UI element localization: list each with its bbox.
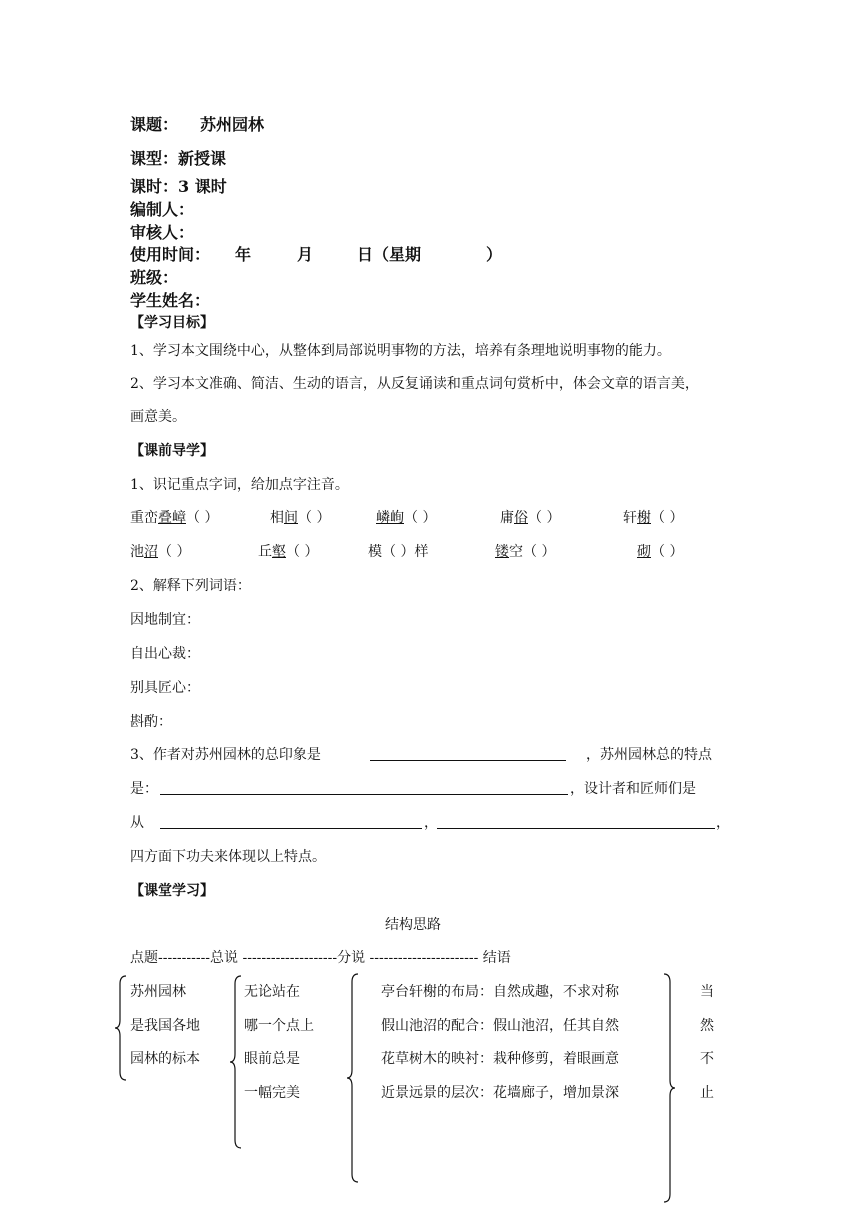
pinyin-item: 池沼（ ）: [130, 544, 191, 560]
pinyin-item: 砌（ ）: [637, 544, 684, 560]
vocab-item: 自出心裁：: [130, 646, 200, 662]
structure-col1-line: 园林的标本: [130, 1051, 200, 1067]
structure-col3-line: 花草树木的映衬：栽种修剪，着眼画意: [381, 1051, 619, 1067]
lesson-label: 课题：: [130, 115, 179, 134]
structure-col1-line: 是我国各地: [130, 1018, 200, 1034]
answer-blank[interactable]: [160, 794, 568, 795]
pinyin-item: 重峦叠嶂（ ）: [130, 510, 219, 526]
structure-col2-line: 眼前总是: [244, 1051, 300, 1067]
answer-blank[interactable]: [370, 760, 566, 761]
month-label: 月: [297, 245, 314, 264]
vocab-item: 斟酌：: [130, 714, 172, 730]
pinyin-item: 丘壑（ ）: [258, 544, 319, 560]
question-3-part: ，苏州园林总的特点: [586, 747, 712, 763]
preview-heading: 【课前导学】: [130, 443, 214, 459]
left-brace-icon: [229, 974, 243, 1150]
structure-col4-char: 不: [700, 1051, 714, 1067]
question-3-part: 从: [130, 815, 144, 831]
left-brace-icon: [114, 974, 128, 1082]
pinyin-item: 轩榭（ ）: [623, 510, 684, 526]
right-brace-icon: [662, 972, 676, 1204]
structure-col1-line: 苏州园林: [130, 984, 186, 1000]
structure-col4-char: 止: [700, 1085, 714, 1101]
structure-title: 结构思路: [385, 917, 441, 933]
pinyin-item: 模（ ）样: [368, 544, 429, 560]
pinyin-item: 相间（ ）: [270, 510, 331, 526]
structure-col3-line: 亭台轩榭的布局：自然成趣，不求对称: [381, 984, 619, 1000]
structure-col4-char: 然: [700, 1018, 714, 1034]
classroom-heading: 【课堂学习】: [130, 883, 214, 899]
lesson-title: 苏州园林: [200, 115, 265, 134]
question-2: 2、解释下列词语：: [130, 578, 251, 594]
goal-item-2-cont: 画意美。: [130, 409, 186, 425]
answer-blank[interactable]: [160, 828, 422, 829]
question-3-part: 是：: [130, 781, 158, 797]
question-3: 3、作者对苏州园林的总印象是: [130, 747, 321, 763]
lesson-type: 课型：新授课: [130, 149, 227, 168]
question-3-end: 四方面下功夫来体现以上特点。: [130, 849, 326, 865]
goal-item-1: 1、学习本文围绕中心，从整体到局部说明事物的方法，培养有条理地说明事物的能力。: [130, 343, 671, 359]
year-label: 年: [235, 245, 252, 264]
time-label: 使用时间：: [130, 245, 211, 264]
student-name-field: 学生姓名：: [130, 291, 211, 310]
goals-heading: 【学习目标】: [130, 315, 214, 331]
day-label: 日（星期: [357, 245, 422, 264]
structure-col2-line: 一幅完美: [244, 1085, 300, 1101]
structure-col2-line: 哪一个点上: [244, 1018, 314, 1034]
comma: ，: [424, 815, 438, 831]
reviewer-field: 审核人：: [130, 223, 195, 242]
lesson-hours: 课时：3 课时: [130, 177, 227, 196]
structure-col3-line: 近景远景的层次：花墙廊子，增加景深: [381, 1085, 619, 1101]
pinyin-item: 庸俗（ ）: [500, 510, 561, 526]
pinyin-item: 镂空（ ）: [495, 544, 556, 560]
vocab-item: 别具匠心：: [130, 680, 200, 696]
structure-flow: 点题-----------总说 --------------------分说 ----------------------- 结语: [130, 950, 511, 966]
pinyin-item: 嶙峋（ ）: [376, 510, 437, 526]
structure-col2-line: 无论站在: [244, 984, 300, 1000]
question-1: 1、识记重点字词，给加点字注音。: [130, 477, 349, 493]
structure-col4-char: 当: [700, 984, 714, 1000]
comma: ，: [716, 815, 730, 831]
question-3-part: ，设计者和匠师们是: [570, 781, 696, 797]
close-paren: ）: [486, 245, 503, 264]
vocab-item: 因地制宜：: [130, 612, 200, 628]
editor-field: 编制人：: [130, 200, 195, 219]
answer-blank[interactable]: [437, 828, 715, 829]
structure-col3-line: 假山池沼的配合：假山池沼，任其自然: [381, 1018, 619, 1034]
left-brace-icon: [346, 972, 360, 1184]
class-field: 班级：: [130, 268, 179, 287]
goal-item-2: 2、学习本文准确、简洁、生动的语言，从反复诵读和重点词句赏析中，体会文章的语言美，: [130, 376, 699, 392]
